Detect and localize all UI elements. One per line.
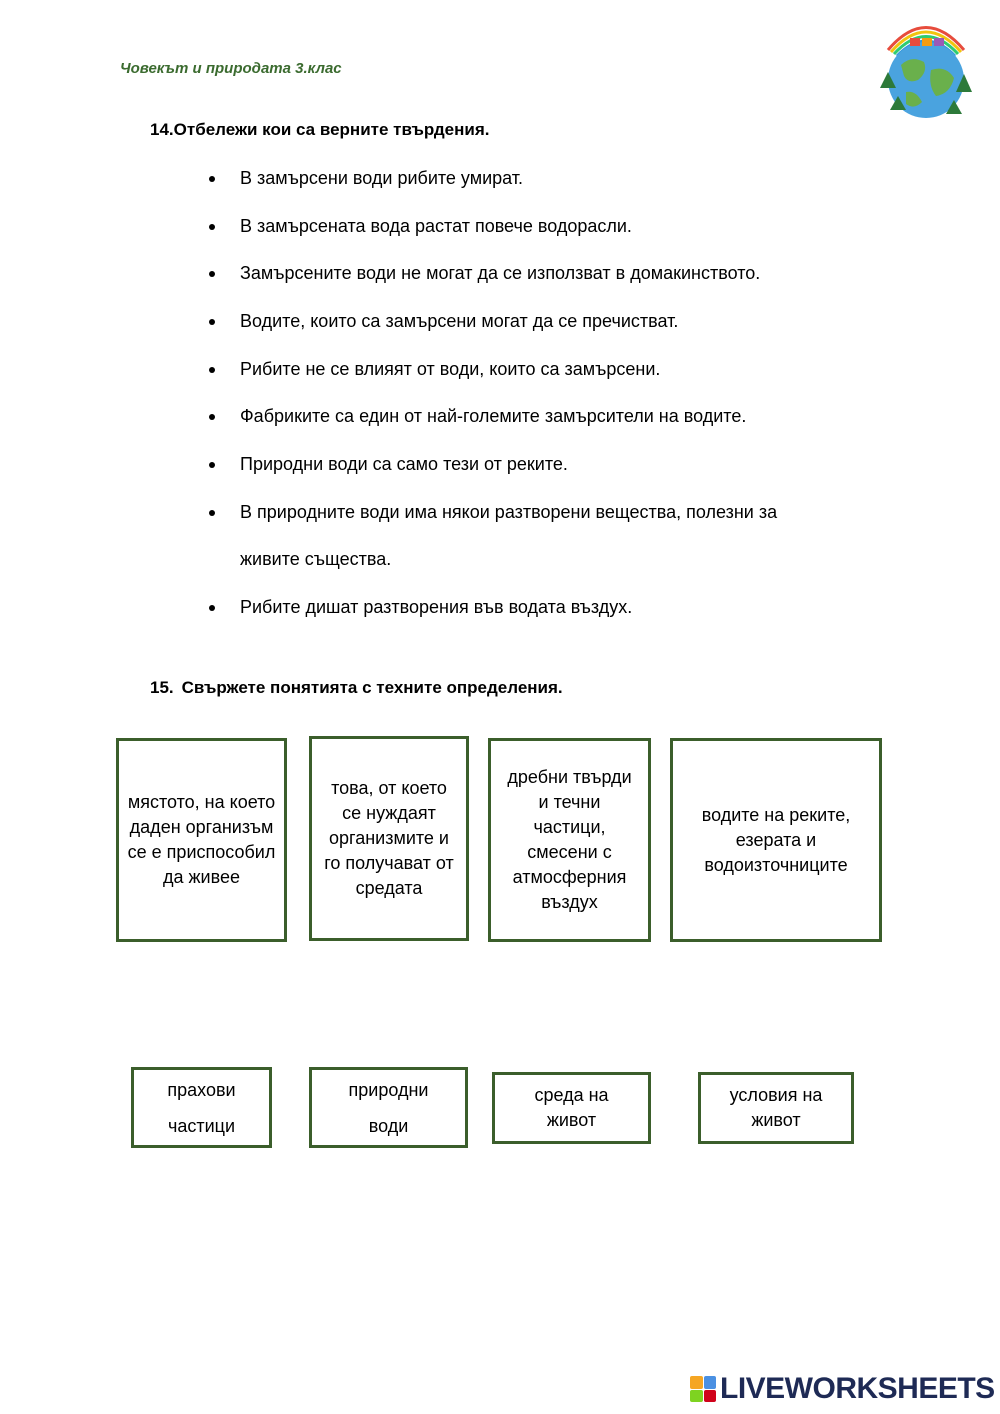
statement-item[interactable]	[206, 261, 860, 285]
bullet-icon	[209, 224, 215, 230]
statement-item[interactable]	[206, 214, 860, 238]
question-text: Свържете понятията с техните определения.	[181, 678, 563, 697]
statement-text: Рибите не се влияят от води, които са замърсени.	[240, 358, 661, 379]
statement-text: Замърсените води не могат да се използват в домакинството.	[240, 263, 761, 284]
definition-box[interactable]	[488, 738, 651, 942]
statement-item[interactable]	[206, 309, 860, 333]
term-text: живот	[751, 1110, 801, 1130]
term-text: природни	[348, 1079, 429, 1100]
definition-text: дребни твърди и течни частици, смесени с атмосферния въздух	[507, 767, 632, 912]
brand-name: LIVEWORKSHEETS	[720, 1372, 995, 1405]
statement-text: Природни води са само тези от реките.	[240, 454, 568, 475]
statement-item[interactable]	[206, 404, 860, 428]
statement-text: В замърсени води рибите умират.	[240, 168, 524, 188]
question-15-title	[150, 678, 563, 698]
bullet-icon	[209, 367, 215, 373]
definition-text: водите на реките, езерата и водоизточниците	[701, 804, 851, 875]
question-number: 15.	[150, 678, 174, 697]
bullet-icon	[209, 271, 215, 277]
term-text: живот	[546, 1110, 597, 1130]
statement-item[interactable]	[206, 500, 860, 571]
term-text: прахови	[167, 1079, 236, 1100]
bullet-icon	[209, 510, 215, 516]
liveworksheets-logo	[690, 1372, 995, 1406]
question-14-title	[150, 120, 489, 140]
term-box[interactable]	[309, 1067, 468, 1148]
statement-item[interactable]	[206, 452, 860, 476]
question-number: 14.	[150, 120, 174, 139]
definition-text: това, от което се нуждаят организмите и го получават от средата	[324, 778, 454, 898]
term-box[interactable]	[131, 1067, 272, 1148]
definition-box[interactable]	[309, 736, 469, 941]
term-box[interactable]	[492, 1072, 651, 1144]
statement-text: Фабриките са един от най-големите замърсители на водите.	[240, 406, 747, 427]
bullet-icon	[209, 462, 215, 468]
liveworksheets-mark-icon	[690, 1376, 716, 1402]
bullet-icon	[209, 605, 215, 611]
definition-text: мястото, на което даден организъм се е приспособил да живее	[127, 792, 276, 887]
statement-text: Водите, които са замърсени могат да се пречистват.	[240, 311, 679, 332]
term-box[interactable]	[698, 1072, 854, 1144]
worksheet-subject-title: Човекът и природата 3.клас	[120, 60, 342, 77]
term-text: условия на	[729, 1085, 823, 1105]
bullet-icon	[209, 319, 215, 325]
statements-list	[206, 166, 860, 642]
statement-item[interactable]	[206, 166, 860, 190]
statement-item[interactable]	[206, 357, 860, 381]
term-text: води	[368, 1115, 409, 1136]
globe-earth-icon	[866, 10, 986, 130]
definition-box[interactable]	[116, 738, 287, 942]
bullet-icon	[209, 414, 215, 420]
statement-text: В замърсената вода растат повече водорасли.	[240, 215, 632, 236]
statement-item[interactable]	[206, 595, 860, 619]
statement-text: В природните води има някои разтворени вещества, полезни за	[240, 501, 778, 522]
term-text: среда на	[534, 1085, 609, 1105]
definition-box[interactable]	[670, 738, 882, 942]
term-text: частици	[167, 1115, 236, 1136]
question-text: Отбележи кои са верните твърдения.	[173, 120, 490, 139]
bullet-icon	[209, 176, 215, 182]
statement-text-continued: живите същества.	[240, 548, 392, 569]
statement-text: Рибите дишат разтворения във водата въздух.	[240, 596, 633, 617]
